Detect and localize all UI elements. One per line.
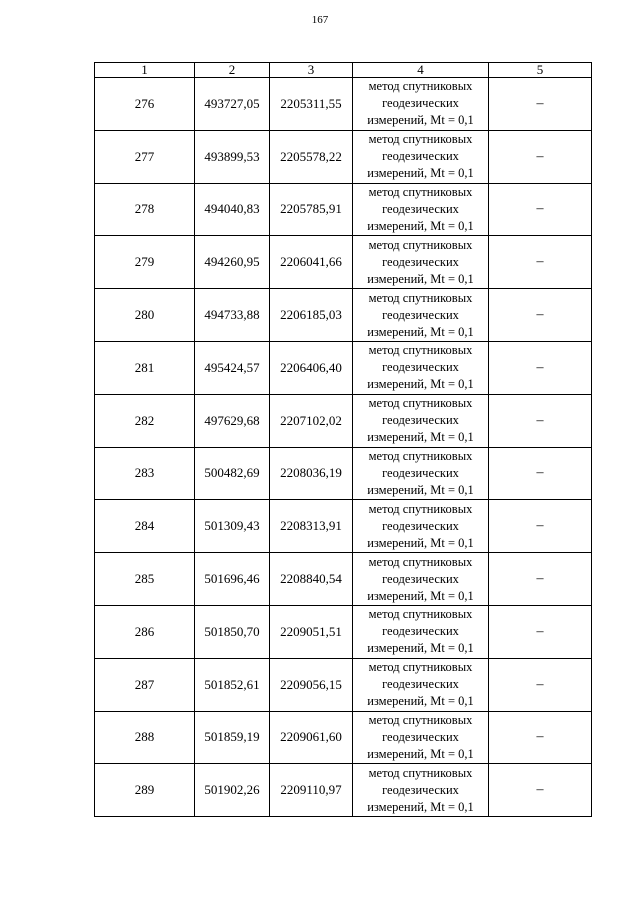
point-number-cell: 286 [95, 605, 195, 658]
method-cell [353, 130, 489, 183]
method-cell [353, 183, 489, 236]
table-row [95, 236, 592, 289]
x-coordinate-cell: 501309,43 [195, 500, 270, 553]
method-line: измерений, Mt = 0,1 [367, 799, 474, 814]
method-line: геодезических [382, 571, 459, 586]
y-coordinate-cell: 2208313,91 [270, 500, 353, 553]
note-cell: – [489, 341, 592, 394]
point-number-cell: 285 [95, 553, 195, 606]
method-line: геодезических [382, 96, 459, 111]
method-line: метод спутниковых [368, 712, 473, 727]
x-coordinate-cell: 497629,68 [195, 394, 270, 447]
method-line: геодезических [382, 677, 459, 692]
method-line: геодезических [382, 624, 459, 639]
point-number-cell: 279 [95, 236, 195, 289]
method-line: измерений, Mt = 0,1 [367, 324, 474, 339]
method-cell [353, 605, 489, 658]
method-line: метод спутниковых [368, 184, 473, 199]
method-line: метод спутниковых [368, 396, 473, 411]
y-coordinate-cell: 2205785,91 [270, 183, 353, 236]
table-row [95, 711, 592, 764]
method-line: геодезических [382, 465, 459, 480]
point-number-cell: 284 [95, 500, 195, 553]
method-line: геодезических [382, 782, 459, 797]
y-coordinate-cell: 2209061,60 [270, 711, 353, 764]
x-coordinate-cell: 501696,46 [195, 553, 270, 606]
method-line: измерений, Mt = 0,1 [367, 271, 474, 286]
method-line: геодезических [382, 307, 459, 322]
table-row [95, 130, 592, 183]
method-cell [353, 289, 489, 342]
table-row [95, 764, 592, 817]
x-coordinate-cell: 501902,26 [195, 764, 270, 817]
table-row [95, 500, 592, 553]
x-coordinate-cell: 493899,53 [195, 130, 270, 183]
point-number-cell: 283 [95, 447, 195, 500]
method-line: метод спутниковых [368, 132, 473, 147]
header-col-3: 3 [270, 63, 353, 78]
method-line: метод спутниковых [368, 660, 473, 675]
y-coordinate-cell: 2206406,40 [270, 341, 353, 394]
y-coordinate-cell: 2206041,66 [270, 236, 353, 289]
note-cell: – [489, 605, 592, 658]
method-line: метод спутниковых [368, 607, 473, 622]
method-line: метод спутниковых [368, 343, 473, 358]
method-cell [353, 553, 489, 606]
table-row [95, 78, 592, 131]
y-coordinate-cell: 2208840,54 [270, 553, 353, 606]
x-coordinate-cell: 501859,19 [195, 711, 270, 764]
y-coordinate-cell: 2209056,15 [270, 658, 353, 711]
note-cell: – [489, 394, 592, 447]
table-row [95, 289, 592, 342]
method-line: измерений, Mt = 0,1 [367, 113, 474, 128]
note-cell: – [489, 130, 592, 183]
method-line: измерений, Mt = 0,1 [367, 377, 474, 392]
note-cell: – [489, 289, 592, 342]
method-line: геодезических [382, 360, 459, 375]
x-coordinate-cell: 494260,95 [195, 236, 270, 289]
note-cell: – [489, 500, 592, 553]
method-line: геодезических [382, 413, 459, 428]
header-col-2: 2 [195, 63, 270, 78]
method-line: измерений, Mt = 0,1 [367, 588, 474, 603]
note-cell: – [489, 658, 592, 711]
table-row [95, 394, 592, 447]
method-line: геодезических [382, 254, 459, 269]
method-line: измерений, Mt = 0,1 [367, 746, 474, 761]
x-coordinate-cell: 494733,88 [195, 289, 270, 342]
header-row [95, 63, 592, 78]
table-row [95, 447, 592, 500]
y-coordinate-cell: 2205311,55 [270, 78, 353, 131]
note-cell: – [489, 447, 592, 500]
method-cell [353, 447, 489, 500]
table-row [95, 341, 592, 394]
method-line: метод спутниковых [368, 79, 473, 94]
method-line: геодезических [382, 149, 459, 164]
method-line: измерений, Mt = 0,1 [367, 482, 474, 497]
table-row [95, 183, 592, 236]
header-col-1: 1 [95, 63, 195, 78]
method-line: измерений, Mt = 0,1 [367, 641, 474, 656]
method-cell [353, 341, 489, 394]
table-row [95, 605, 592, 658]
table-row [95, 553, 592, 606]
point-number-cell: 288 [95, 711, 195, 764]
method-line: метод спутниковых [368, 290, 473, 305]
note-cell: – [489, 711, 592, 764]
point-number-cell: 278 [95, 183, 195, 236]
x-coordinate-cell: 501852,61 [195, 658, 270, 711]
y-coordinate-cell: 2206185,03 [270, 289, 353, 342]
y-coordinate-cell: 2209110,97 [270, 764, 353, 817]
note-cell: – [489, 183, 592, 236]
method-line: геодезических [382, 518, 459, 533]
y-coordinate-cell: 2209051,51 [270, 605, 353, 658]
note-cell: – [489, 553, 592, 606]
method-line: метод спутниковых [368, 237, 473, 252]
x-coordinate-cell: 501850,70 [195, 605, 270, 658]
method-line: метод спутниковых [368, 501, 473, 516]
y-coordinate-cell: 2208036,19 [270, 447, 353, 500]
method-line: измерений, Mt = 0,1 [367, 535, 474, 550]
point-number-cell: 287 [95, 658, 195, 711]
method-line: измерений, Mt = 0,1 [367, 430, 474, 445]
x-coordinate-cell: 495424,57 [195, 341, 270, 394]
point-number-cell: 281 [95, 341, 195, 394]
method-line: геодезических [382, 201, 459, 216]
point-number-cell: 289 [95, 764, 195, 817]
method-line: метод спутниковых [368, 448, 473, 463]
method-cell [353, 236, 489, 289]
x-coordinate-cell: 494040,83 [195, 183, 270, 236]
method-cell [353, 658, 489, 711]
table-body [95, 78, 592, 817]
x-coordinate-cell: 493727,05 [195, 78, 270, 131]
table-header [95, 63, 592, 78]
method-cell [353, 394, 489, 447]
table-row [95, 658, 592, 711]
note-cell: – [489, 78, 592, 131]
method-line: измерений, Mt = 0,1 [367, 166, 474, 181]
header-col-5: 5 [489, 63, 592, 78]
method-cell [353, 764, 489, 817]
point-number-cell: 276 [95, 78, 195, 131]
x-coordinate-cell: 500482,69 [195, 447, 270, 500]
y-coordinate-cell: 2207102,02 [270, 394, 353, 447]
method-cell [353, 500, 489, 553]
method-line: метод спутниковых [368, 765, 473, 780]
point-number-cell: 277 [95, 130, 195, 183]
y-coordinate-cell: 2205578,22 [270, 130, 353, 183]
header-col-4: 4 [353, 63, 489, 78]
note-cell: – [489, 236, 592, 289]
point-number-cell: 282 [95, 394, 195, 447]
method-cell [353, 78, 489, 131]
method-line: измерений, Mt = 0,1 [367, 218, 474, 233]
method-line: измерений, Mt = 0,1 [367, 694, 474, 709]
note-cell: – [489, 764, 592, 817]
point-number-cell: 280 [95, 289, 195, 342]
page-number: 167 [311, 14, 329, 26]
coordinates-table [94, 62, 592, 817]
method-line: геодезических [382, 729, 459, 744]
method-cell [353, 711, 489, 764]
method-line: метод спутниковых [368, 554, 473, 569]
